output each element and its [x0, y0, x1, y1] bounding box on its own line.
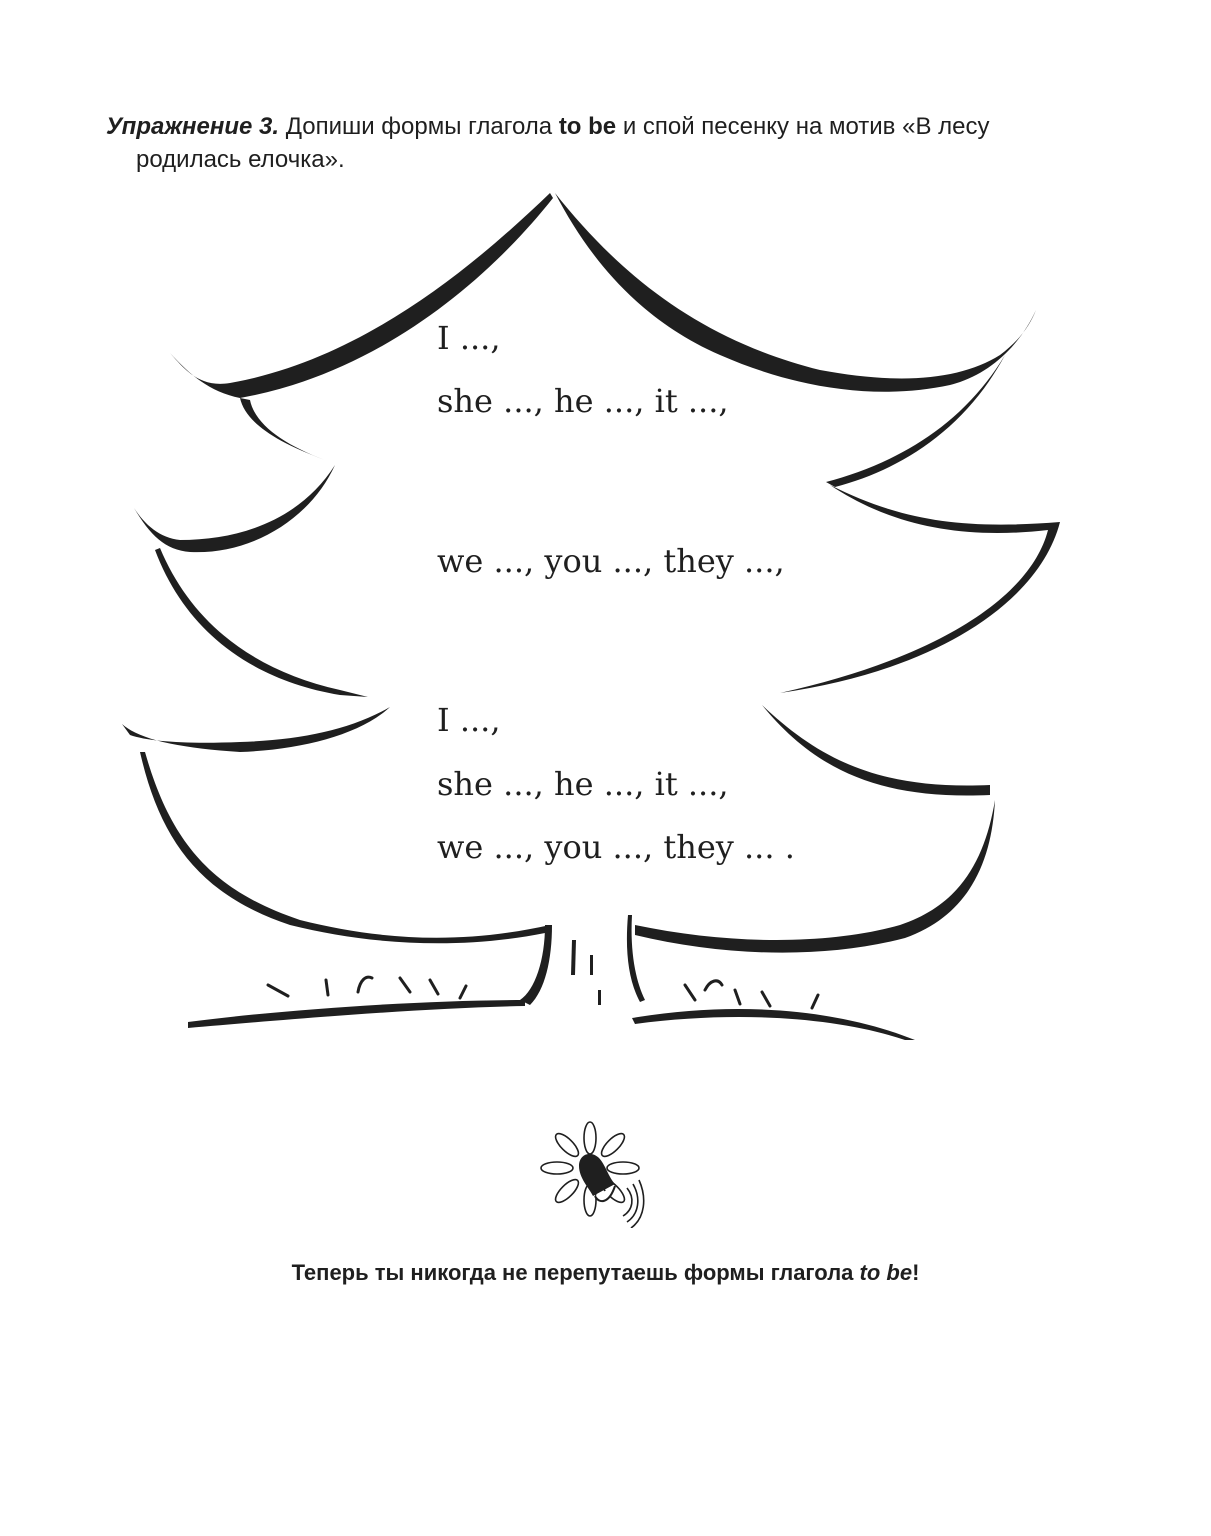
exercise-label: Упражнение 3.	[106, 113, 280, 140]
closing-text: Теперь ты никогда не перепутаешь формы глагола	[291, 1260, 854, 1285]
closing-note	[0, 1260, 1211, 1286]
exercise-text-before: Допиши формы глагола	[285, 113, 553, 140]
song-line-5: she ..., he ..., it ...,	[437, 765, 729, 803]
exercise-text-line2: родилась елочка».	[136, 146, 345, 173]
song-line-3: we ..., you ..., they ...,	[437, 542, 785, 580]
song-line-1: I ...,	[437, 319, 501, 357]
song-line-4: I ...,	[437, 701, 501, 739]
flower-bell-icon	[535, 1118, 645, 1228]
closing-exclamation: !	[912, 1260, 920, 1285]
exercise-verb: to be	[558, 113, 617, 140]
closing-verb: to be	[859, 1260, 913, 1285]
song-line-6: we ..., you ..., they ... .	[437, 828, 795, 866]
song-line-2: she ..., he ..., it ...,	[437, 382, 729, 420]
exercise-text-after: и спой песенку на мотив «В лесу	[622, 113, 990, 140]
